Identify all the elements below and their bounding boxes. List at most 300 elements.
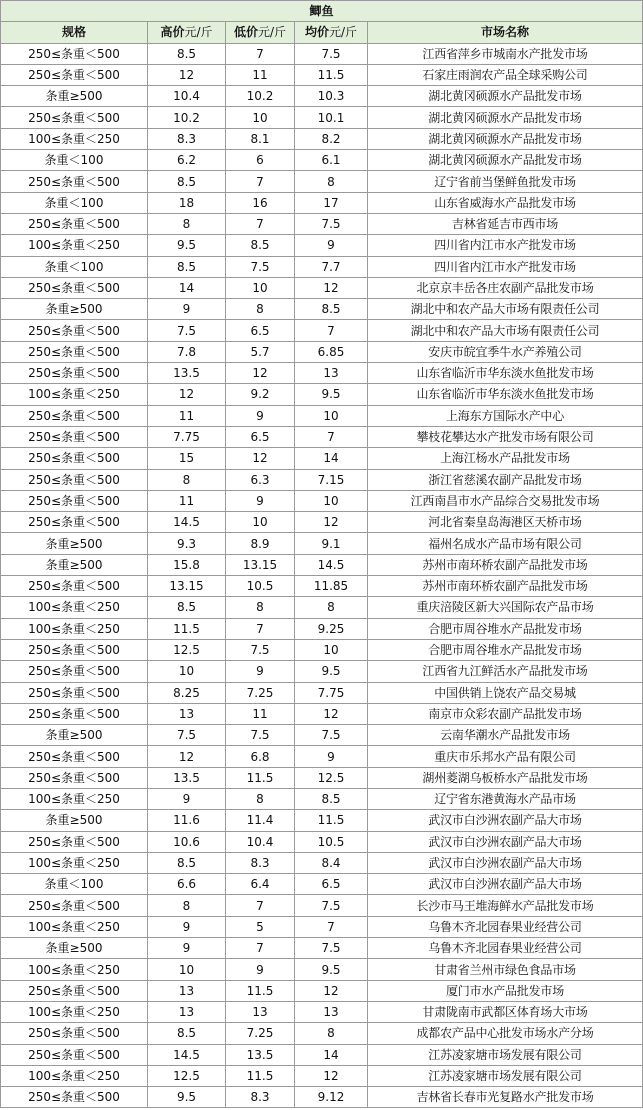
cell-spec: 100≤条重＜250 [1, 1001, 148, 1022]
cell-low-price: 11.4 [226, 810, 295, 831]
cell-spec: 100≤条重＜250 [1, 597, 148, 618]
cell-high-price: 15 [148, 448, 226, 469]
cell-market-name: 云南华潮水产品批发市场 [368, 725, 643, 746]
table-row [1, 512, 643, 533]
cell-avg-price: 12 [295, 703, 368, 724]
cell-low-price: 7.5 [226, 639, 295, 660]
table-row [1, 980, 643, 1001]
cell-low-price: 7 [226, 43, 295, 64]
cell-spec: 250≤条重＜500 [1, 448, 148, 469]
table-row [1, 831, 643, 852]
cell-low-price: 9 [226, 959, 295, 980]
cell-spec: 250≤条重＜500 [1, 363, 148, 384]
table-row [1, 448, 643, 469]
table-row [1, 235, 643, 256]
cell-low-price: 8.9 [226, 533, 295, 554]
cell-market-name: 安庆市皖宜季牛水产养殖公司 [368, 341, 643, 362]
cell-avg-price: 10 [295, 490, 368, 511]
cell-high-price: 8 [148, 895, 226, 916]
cell-avg-price: 10 [295, 639, 368, 660]
cell-market-name: 湖州菱湖乌板桥水产品批发市场 [368, 767, 643, 788]
table-title: 鲫鱼 [1, 1, 643, 22]
cell-market-name: 江西省九江鲜活水产品批发市场 [368, 661, 643, 682]
cell-low-price: 8.5 [226, 235, 295, 256]
cell-avg-price: 9 [295, 746, 368, 767]
cell-high-price: 7.8 [148, 341, 226, 362]
table-row [1, 64, 643, 85]
cell-market-name: 合肥市周谷堆水产品批发市场 [368, 618, 643, 639]
cell-low-price: 11.5 [226, 767, 295, 788]
cell-spec: 250≤条重＜500 [1, 277, 148, 298]
column-header-avg-label: 均价 [304, 25, 329, 40]
table-row [1, 192, 643, 213]
cell-high-price: 9.3 [148, 533, 226, 554]
cell-spec: 250≤条重＜500 [1, 43, 148, 64]
cell-high-price: 14.5 [148, 512, 226, 533]
cell-market-name: 武汉市白沙洲农副产品大市场 [368, 852, 643, 873]
cell-avg-price: 12 [295, 512, 368, 533]
cell-market-name: 浙江省慈溪农副产品批发市场 [368, 469, 643, 490]
cell-spec: 250≤条重＜500 [1, 490, 148, 511]
cell-high-price: 8.5 [148, 1023, 226, 1044]
table-body [1, 43, 643, 1108]
cell-low-price: 5.7 [226, 341, 295, 362]
cell-high-price: 7.5 [148, 320, 226, 341]
cell-avg-price: 6.85 [295, 341, 368, 362]
cell-market-name: 山东省威海水产品批发市场 [368, 192, 643, 213]
cell-high-price: 14.5 [148, 1044, 226, 1065]
cell-high-price: 12 [148, 746, 226, 767]
table-row [1, 426, 643, 447]
cell-spec: 250≤条重＜500 [1, 746, 148, 767]
cell-high-price: 8.5 [148, 597, 226, 618]
table-row [1, 1044, 643, 1065]
cell-spec: 250≤条重＜500 [1, 767, 148, 788]
cell-low-price: 13.5 [226, 1044, 295, 1065]
cell-spec: 250≤条重＜500 [1, 703, 148, 724]
table-row [1, 341, 643, 362]
cell-avg-price: 12 [295, 277, 368, 298]
cell-avg-price: 12 [295, 980, 368, 1001]
cell-market-name: 四川省内江市水产批发市场 [368, 256, 643, 277]
cell-spec: 条重≥500 [1, 810, 148, 831]
cell-market-name: 攀枝花攀达水产批发市场有限公司 [368, 426, 643, 447]
cell-low-price: 6.3 [226, 469, 295, 490]
cell-avg-price: 9.5 [295, 959, 368, 980]
cell-spec: 250≤条重＜500 [1, 1023, 148, 1044]
table-row [1, 490, 643, 511]
cell-high-price: 8 [148, 469, 226, 490]
cell-high-price: 9 [148, 299, 226, 320]
cell-market-name: 福州名成水产品市场有限公司 [368, 533, 643, 554]
cell-spec: 100≤条重＜250 [1, 1065, 148, 1086]
cell-high-price: 11.6 [148, 810, 226, 831]
cell-market-name: 厦门市水产品批发市场 [368, 980, 643, 1001]
cell-low-price: 8.3 [226, 852, 295, 873]
cell-avg-price: 12 [295, 1065, 368, 1086]
cell-market-name: 吉林省长春市光复路水产批发市场 [368, 1087, 643, 1108]
cell-avg-price: 7.15 [295, 469, 368, 490]
cell-spec: 100≤条重＜250 [1, 235, 148, 256]
cell-market-name: 江西南昌市水产品综合交易批发市场 [368, 490, 643, 511]
cell-market-name: 辽宁省东港黄海水产品市场 [368, 788, 643, 809]
cell-market-name: 江西省萍乡市城南水产批发市场 [368, 43, 643, 64]
cell-low-price: 9.2 [226, 384, 295, 405]
cell-high-price: 9 [148, 788, 226, 809]
cell-high-price: 8 [148, 213, 226, 234]
cell-low-price: 7.25 [226, 1023, 295, 1044]
cell-high-price: 18 [148, 192, 226, 213]
cell-low-price: 11.5 [226, 980, 295, 1001]
cell-low-price: 7.5 [226, 256, 295, 277]
cell-avg-price: 10.1 [295, 107, 368, 128]
cell-avg-price: 7 [295, 426, 368, 447]
table-row [1, 895, 643, 916]
cell-high-price: 8.5 [148, 43, 226, 64]
cell-avg-price: 7.5 [295, 895, 368, 916]
cell-high-price: 10.2 [148, 107, 226, 128]
cell-low-price: 11 [226, 64, 295, 85]
column-header-spec: 规格 [1, 22, 148, 43]
cell-low-price: 6.8 [226, 746, 295, 767]
table-row [1, 533, 643, 554]
cell-high-price: 8.5 [148, 256, 226, 277]
cell-low-price: 8 [226, 299, 295, 320]
table-row [1, 938, 643, 959]
cell-high-price: 10 [148, 959, 226, 980]
cell-market-name: 湖北黄冈硕源水产品批发市场 [368, 128, 643, 149]
table-row [1, 874, 643, 895]
table-row [1, 576, 643, 597]
cell-market-name: 石家庄雨润农产品全球采购公司 [368, 64, 643, 85]
cell-low-price: 9 [226, 405, 295, 426]
cell-low-price: 8.1 [226, 128, 295, 149]
cell-high-price: 10.6 [148, 831, 226, 852]
cell-market-name: 武汉市白沙洲农副产品大市场 [368, 810, 643, 831]
cell-market-name: 上海江杨水产品批发市场 [368, 448, 643, 469]
cell-market-name: 四川省内江市水产批发市场 [368, 235, 643, 256]
cell-high-price: 8.5 [148, 171, 226, 192]
cell-spec: 100≤条重＜250 [1, 384, 148, 405]
cell-market-name: 湖北中和农产品大市场有限责任公司 [368, 299, 643, 320]
table-row [1, 256, 643, 277]
cell-high-price: 8.25 [148, 682, 226, 703]
cell-market-name: 湖北中和农产品大市场有限责任公司 [368, 320, 643, 341]
cell-spec: 250≤条重＜500 [1, 980, 148, 1001]
cell-avg-price: 17 [295, 192, 368, 213]
cell-high-price: 7.5 [148, 725, 226, 746]
cell-market-name: 吉林省延吉市西市场 [368, 213, 643, 234]
cell-market-name: 河北省秦皇岛海港区天桥市场 [368, 512, 643, 533]
cell-low-price: 7 [226, 171, 295, 192]
cell-high-price: 13 [148, 1001, 226, 1022]
table-row [1, 171, 643, 192]
cell-low-price: 7 [226, 618, 295, 639]
table-row [1, 725, 643, 746]
cell-spec: 250≤条重＜500 [1, 1087, 148, 1108]
cell-market-name: 甘肃省兰州市绿色食品市场 [368, 959, 643, 980]
cell-avg-price: 11.5 [295, 64, 368, 85]
cell-low-price: 6.5 [226, 426, 295, 447]
cell-market-name: 成都农产品中心批发市场水产分场 [368, 1023, 643, 1044]
table-row [1, 1065, 643, 1086]
cell-high-price: 13.5 [148, 363, 226, 384]
cell-spec: 250≤条重＜500 [1, 512, 148, 533]
column-header-low-unit: 元/斤 [257, 25, 287, 40]
cell-high-price: 13.5 [148, 767, 226, 788]
cell-high-price: 9 [148, 916, 226, 937]
cell-high-price: 11 [148, 490, 226, 511]
cell-spec: 250≤条重＜500 [1, 320, 148, 341]
cell-avg-price: 7 [295, 320, 368, 341]
column-header-avg-unit: 元/斤 [328, 25, 358, 40]
cell-avg-price: 7.5 [295, 938, 368, 959]
cell-spec: 250≤条重＜500 [1, 405, 148, 426]
cell-avg-price: 9.5 [295, 661, 368, 682]
cell-market-name: 湖北黄冈硕源水产品批发市场 [368, 86, 643, 107]
table-row [1, 43, 643, 64]
cell-high-price: 12 [148, 384, 226, 405]
cell-high-price: 13 [148, 703, 226, 724]
cell-spec: 条重≥500 [1, 938, 148, 959]
cell-spec: 条重≥500 [1, 299, 148, 320]
cell-avg-price: 13 [295, 1001, 368, 1022]
cell-low-price: 6.5 [226, 320, 295, 341]
cell-avg-price: 13 [295, 363, 368, 384]
cell-avg-price: 9 [295, 235, 368, 256]
cell-spec: 100≤条重＜250 [1, 852, 148, 873]
column-header-low-label: 低价 [233, 25, 258, 40]
cell-spec: 100≤条重＜250 [1, 788, 148, 809]
cell-high-price: 12 [148, 64, 226, 85]
cell-avg-price: 7.5 [295, 725, 368, 746]
cell-avg-price: 7.5 [295, 43, 368, 64]
cell-avg-price: 11.85 [295, 576, 368, 597]
table-row [1, 405, 643, 426]
cell-low-price: 8 [226, 788, 295, 809]
cell-spec: 250≤条重＜500 [1, 469, 148, 490]
cell-avg-price: 8 [295, 1023, 368, 1044]
cell-spec: 250≤条重＜500 [1, 107, 148, 128]
table-row [1, 1087, 643, 1108]
cell-market-name: 山东省临沂市华东淡水鱼批发市场 [368, 363, 643, 384]
cell-high-price: 12.5 [148, 639, 226, 660]
header-row [1, 22, 643, 43]
cell-low-price: 9 [226, 490, 295, 511]
cell-market-name: 甘肃陇南市武都区体育场大市场 [368, 1001, 643, 1022]
cell-spec: 条重≥500 [1, 86, 148, 107]
table-row [1, 810, 643, 831]
cell-avg-price: 8 [295, 171, 368, 192]
cell-avg-price: 7.75 [295, 682, 368, 703]
table-row [1, 703, 643, 724]
cell-high-price: 8.5 [148, 852, 226, 873]
cell-spec: 250≤条重＜500 [1, 1044, 148, 1065]
cell-low-price: 12 [226, 363, 295, 384]
cell-low-price: 6 [226, 150, 295, 171]
cell-low-price: 16 [226, 192, 295, 213]
column-header-market: 市场名称 [368, 22, 643, 43]
cell-low-price: 12 [226, 448, 295, 469]
cell-high-price: 10.4 [148, 86, 226, 107]
cell-avg-price: 7 [295, 916, 368, 937]
table-row [1, 746, 643, 767]
cell-high-price: 9 [148, 938, 226, 959]
table-row [1, 469, 643, 490]
cell-market-name: 南京市众彩农副产品批发市场 [368, 703, 643, 724]
cell-low-price: 10 [226, 512, 295, 533]
cell-spec: 250≤条重＜500 [1, 64, 148, 85]
cell-avg-price: 8.5 [295, 788, 368, 809]
cell-market-name: 江苏凌家塘市场发展有限公司 [368, 1044, 643, 1065]
cell-high-price: 13.15 [148, 576, 226, 597]
table-row [1, 959, 643, 980]
column-header-high-label: 高价 [160, 25, 185, 40]
cell-market-name: 苏州市南环桥农副产品批发市场 [368, 554, 643, 575]
table-row [1, 639, 643, 660]
cell-high-price: 6.6 [148, 874, 226, 895]
table-row [1, 363, 643, 384]
cell-spec: 条重＜100 [1, 874, 148, 895]
cell-spec: 250≤条重＜500 [1, 639, 148, 660]
cell-spec: 100≤条重＜250 [1, 959, 148, 980]
cell-low-price: 10 [226, 107, 295, 128]
table-row [1, 107, 643, 128]
cell-market-name: 中国供销上饶农产品交易城 [368, 682, 643, 703]
cell-market-name: 湖北黄冈硕源水产品批发市场 [368, 107, 643, 128]
table-row [1, 128, 643, 149]
cell-spec: 条重≥500 [1, 533, 148, 554]
cell-high-price: 14 [148, 277, 226, 298]
cell-spec: 条重＜100 [1, 256, 148, 277]
cell-avg-price: 10 [295, 405, 368, 426]
cell-high-price: 11 [148, 405, 226, 426]
table-row [1, 86, 643, 107]
cell-market-name: 重庆涪陵区新大兴国际农产品市场 [368, 597, 643, 618]
cell-low-price: 7 [226, 895, 295, 916]
cell-high-price: 10 [148, 661, 226, 682]
cell-market-name: 乌鲁木齐北园春果业经营公司 [368, 938, 643, 959]
cell-avg-price: 8.2 [295, 128, 368, 149]
cell-avg-price: 6.1 [295, 150, 368, 171]
cell-high-price: 7.75 [148, 426, 226, 447]
cell-spec: 250≤条重＜500 [1, 576, 148, 597]
cell-spec: 250≤条重＜500 [1, 895, 148, 916]
cell-high-price: 9.5 [148, 235, 226, 256]
cell-spec: 250≤条重＜500 [1, 661, 148, 682]
table-row [1, 150, 643, 171]
column-header-avg [295, 22, 368, 43]
cell-low-price: 8 [226, 597, 295, 618]
cell-spec: 250≤条重＜500 [1, 831, 148, 852]
table-row [1, 213, 643, 234]
cell-spec: 250≤条重＜500 [1, 426, 148, 447]
cell-low-price: 7 [226, 213, 295, 234]
cell-avg-price: 14.5 [295, 554, 368, 575]
cell-spec: 250≤条重＜500 [1, 171, 148, 192]
cell-high-price: 8.3 [148, 128, 226, 149]
table-row [1, 618, 643, 639]
table-row [1, 277, 643, 298]
cell-low-price: 5 [226, 916, 295, 937]
column-header-high [148, 22, 226, 43]
cell-market-name: 乌鲁木齐北园春果业经营公司 [368, 916, 643, 937]
cell-low-price: 13 [226, 1001, 295, 1022]
cell-low-price: 10.4 [226, 831, 295, 852]
cell-avg-price: 9.12 [295, 1087, 368, 1108]
cell-avg-price: 8.5 [295, 299, 368, 320]
cell-low-price: 13.15 [226, 554, 295, 575]
cell-market-name: 合肥市周谷堆水产品批发市场 [368, 639, 643, 660]
column-header-high-unit: 元/斤 [184, 25, 213, 40]
cell-avg-price: 10.5 [295, 831, 368, 852]
cell-spec: 条重＜100 [1, 150, 148, 171]
cell-market-name: 湖北黄冈硕源水产品批发市场 [368, 150, 643, 171]
cell-market-name: 上海东方国际水产中心 [368, 405, 643, 426]
cell-market-name: 辽宁省前当堡鲜鱼批发市场 [368, 171, 643, 192]
cell-low-price: 10.5 [226, 576, 295, 597]
table-row [1, 299, 643, 320]
cell-market-name: 武汉市白沙洲农副产品大市场 [368, 831, 643, 852]
cell-avg-price: 6.5 [295, 874, 368, 895]
cell-market-name: 苏州市南环桥农副产品批发市场 [368, 576, 643, 597]
table-row [1, 661, 643, 682]
cell-spec: 条重＜100 [1, 192, 148, 213]
cell-spec: 250≤条重＜500 [1, 682, 148, 703]
table-row [1, 320, 643, 341]
table-row [1, 554, 643, 575]
table-row [1, 1001, 643, 1022]
cell-avg-price: 8.4 [295, 852, 368, 873]
cell-avg-price: 14 [295, 448, 368, 469]
cell-market-name: 江苏凌家塘市场发展有限公司 [368, 1065, 643, 1086]
cell-high-price: 13 [148, 980, 226, 1001]
cell-spec: 100≤条重＜250 [1, 618, 148, 639]
cell-avg-price: 7.7 [295, 256, 368, 277]
cell-avg-price: 11.5 [295, 810, 368, 831]
table-row [1, 682, 643, 703]
cell-market-name: 重庆市乐邦水产品有限公司 [368, 746, 643, 767]
cell-market-name: 武汉市白沙洲农副产品大市场 [368, 874, 643, 895]
table-row [1, 384, 643, 405]
cell-low-price: 10 [226, 277, 295, 298]
cell-avg-price: 9.5 [295, 384, 368, 405]
cell-market-name: 长沙市马王堆海鲜水产品批发市场 [368, 895, 643, 916]
cell-low-price: 7.25 [226, 682, 295, 703]
cell-avg-price: 8 [295, 597, 368, 618]
table-row [1, 767, 643, 788]
cell-avg-price: 14 [295, 1044, 368, 1065]
cell-low-price: 6.4 [226, 874, 295, 895]
title-row [1, 1, 643, 22]
table-row [1, 852, 643, 873]
cell-high-price: 6.2 [148, 150, 226, 171]
cell-spec: 100≤条重＜250 [1, 128, 148, 149]
cell-avg-price: 9.1 [295, 533, 368, 554]
cell-high-price: 9.5 [148, 1087, 226, 1108]
cell-low-price: 11 [226, 703, 295, 724]
column-header-low [226, 22, 295, 43]
cell-spec: 250≤条重＜500 [1, 341, 148, 362]
cell-market-name: 北京京丰岳各庄农副产品批发市场 [368, 277, 643, 298]
cell-avg-price: 9.25 [295, 618, 368, 639]
table-row [1, 916, 643, 937]
cell-avg-price: 10.3 [295, 86, 368, 107]
table-row [1, 788, 643, 809]
table-row [1, 1023, 643, 1044]
cell-high-price: 12.5 [148, 1065, 226, 1086]
cell-low-price: 9 [226, 661, 295, 682]
